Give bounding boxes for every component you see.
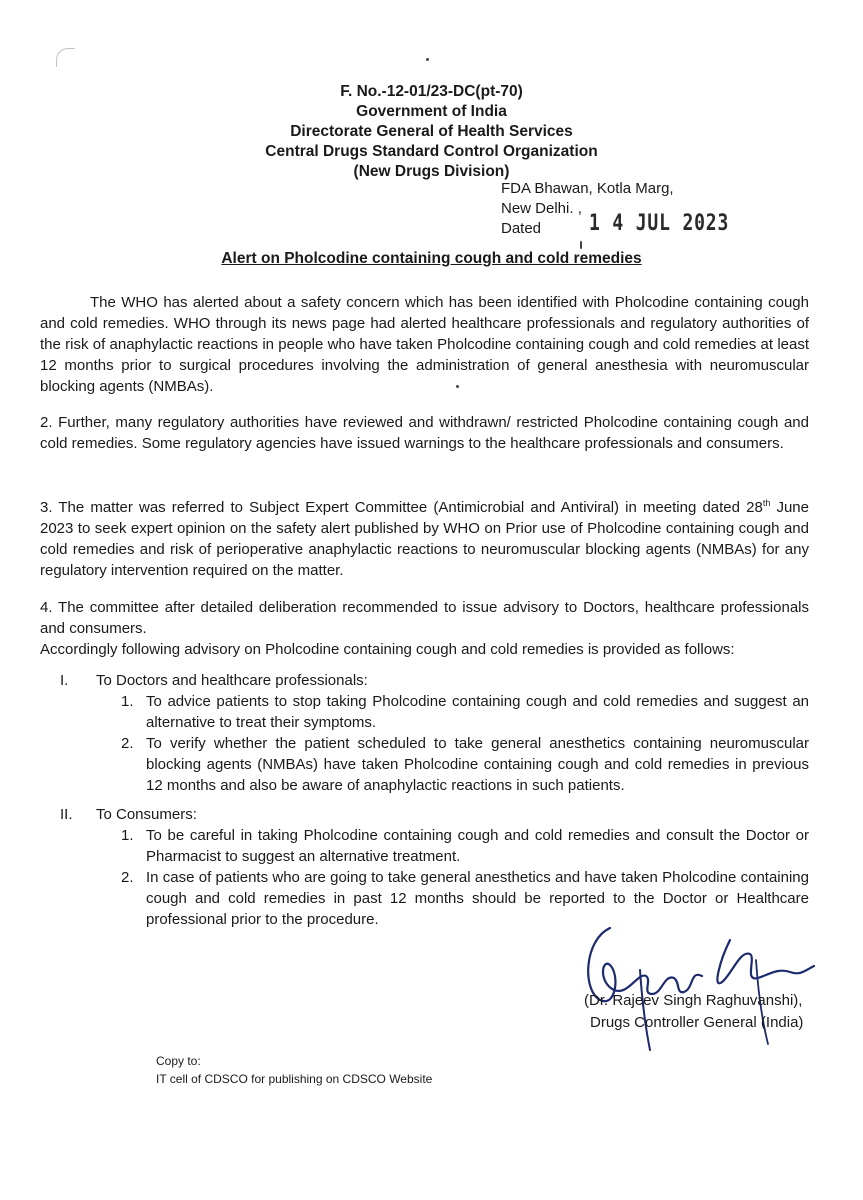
directorate-name: Directorate General of Health Services	[290, 123, 573, 140]
page-corner-mark	[56, 48, 75, 67]
handwritten-signature	[580, 920, 820, 1055]
paragraph-3	[40, 493, 809, 581]
paragraph-3-text-b: June 2023 to seek expert opinion on the safety alert published by WHO on Prior use of Pholcodine containing cough and cold remedies and risk of perioperative anaphylactic reactions to neuromuscular blocking agents (NMBAs) for any regulatory intervention required on the matter.	[40, 499, 809, 579]
section-1-title: To Doctors and healthcare professionals:	[96, 672, 368, 689]
section-2-title: To Consumers:	[96, 806, 197, 823]
date-stamp: 1 4 JUL 2023	[589, 211, 730, 236]
copy-to-recipient: IT cell of CDSCO for publishing on CDSCO Website	[156, 1072, 433, 1086]
signatory-name: (Dr. Rajeev Singh Raghuvanshi),	[584, 992, 803, 1009]
paragraph-3-text-a: 3. The matter was referred to Subject Expert Committee (Antimicrobial and Antiviral) in meeting dated 28	[40, 499, 763, 516]
section-2-item-1-number: 1.	[121, 827, 134, 844]
section-2-item-2-text: In case of patients who are going to take general anesthetics and have taken Pholcodine containing cough and cold remedies in past 12 months should be reported to the Doctor or Healthcare professional prior to the procedure.	[146, 869, 809, 928]
section-1-item-1-number: 1.	[121, 693, 134, 710]
address-block	[501, 179, 730, 239]
ordinal-suffix: th	[762, 498, 771, 508]
section-1-item-1-text: To advice patients to stop taking Pholcodine containing cough and cold remedies and suggest an alternative to treat their symptoms.	[146, 693, 809, 731]
dated-label: Dated	[501, 220, 542, 237]
address-line-1: FDA Bhawan, Kotla Marg,	[501, 180, 674, 197]
section-2-item-1-text: To be careful in taking Pholcodine containing cough and cold remedies and consult the Doctor or Pharmacist to suggest an alternative treatment.	[146, 827, 809, 865]
paragraph-2-text: 2. Further, many regulatory authorities have reviewed and withdrawn/ restricted Pholcodine containing cough and cold remedies. Some regulatory agencies have issued warnings to the healthcare professionals and consumers.	[40, 414, 809, 452]
paragraph-4-text: 4. The committee after detailed deliberation recommended to issue advisory to Doctors, healthcare professionals and consumers.	[40, 599, 809, 637]
section-1-item-2-text: To verify whether the patient scheduled to take general anesthetics containing neuromuscular blocking agents (NMBAs) have taken Pholcodine containing cough and cold remedies in previous 12 months and also be aware of anaphylactic reactions in such patients.	[146, 735, 809, 794]
address-line-2: New Delhi. ,	[501, 200, 582, 217]
copy-to-label: Copy to:	[156, 1054, 201, 1068]
division-name: (New Drugs Division)	[353, 163, 510, 180]
paragraph-2	[40, 412, 809, 454]
section-2-item-2-number: 2.	[121, 869, 134, 886]
section-1-number: I.	[60, 672, 69, 689]
subject-heading: Alert on Pholcodine containing cough and cold remedies	[221, 250, 642, 267]
signatory-title: Drugs Controller General (India)	[590, 1014, 804, 1031]
stamp-tick	[580, 241, 582, 249]
government-name: Government of India	[356, 103, 507, 120]
organization-name: Central Drugs Standard Control Organization	[265, 143, 598, 160]
copy-to-block	[156, 1052, 432, 1088]
speck-mark	[426, 58, 429, 61]
dated-row	[501, 211, 730, 239]
speck-mark	[456, 385, 459, 388]
section-1-item-2-number: 2.	[121, 735, 134, 752]
paragraph-1-text: The WHO has alerted about a safety concern which has been identified with Pholcodine containing cough and cold remedies. WHO through its news page had alerted healthcare professionals and regulatory authorities of the risk of anaphylactic reactions in people who have taken Pholcodine containing cough and cold remedies at least 12 months prior to surgical procedures involving the administration of general anesthesia with neuromuscular blocking agents (NMBAs).	[40, 294, 809, 395]
paragraph-5-text: Accordingly following advisory on Pholcodine containing cough and cold remedies is provided as follows:	[40, 641, 735, 658]
paragraph-4	[40, 597, 809, 639]
paragraph-1	[40, 292, 809, 397]
file-number: F. No.-12-01/23-DC(pt-70)	[340, 83, 523, 100]
letterhead	[0, 82, 863, 182]
section-2-number: II.	[60, 806, 73, 823]
